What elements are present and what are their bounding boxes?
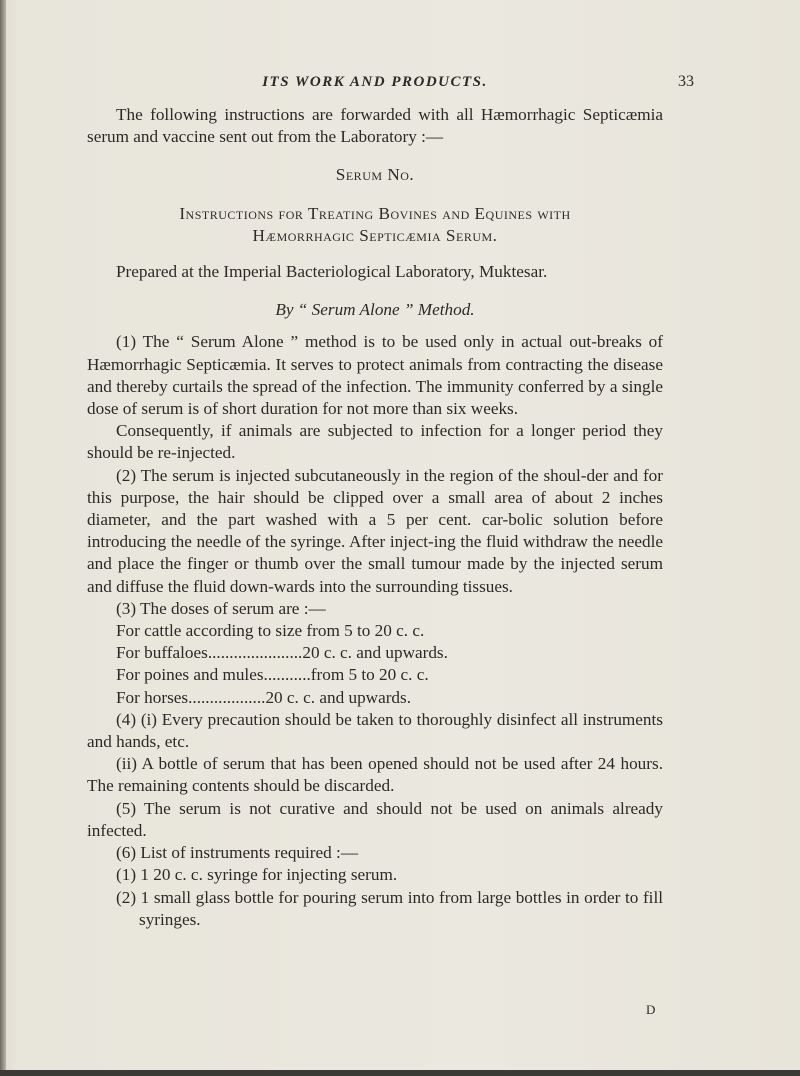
paragraph-1: (1) The “ Serum Alone ” method is to be used only in actual out-breaks of Hæmorrhagic Septicæmia. It serves to protect animals from contracting the disease and thereby curtails the spread of the infection. The immunity conferred by a single dose of serum is of short duration for not more than six weeks. bbox=[87, 332, 663, 419]
dose-label: For poines and mules bbox=[116, 665, 264, 685]
signature-mark: D bbox=[646, 1002, 656, 1017]
intro-paragraph: The following instructions are forwarded with all Hæmorrhagic Septicæmia serum and vaccine sent out from the Laboratory :— bbox=[87, 105, 663, 147]
dose-value: from 5 to 20 c. c. bbox=[310, 665, 429, 685]
dose-label: For cattle according to size from 5 to 20 c. c. bbox=[116, 621, 425, 641]
instructions-heading-line1: Instructions for Treating Bovines and Equines with bbox=[179, 203, 571, 223]
paragraph-5: (5) The serum is not curative and should not be used on animals already infected. bbox=[87, 798, 663, 840]
method-heading: By “ Serum Alone ” Method. bbox=[275, 300, 475, 320]
page-number: 33 bbox=[678, 73, 694, 90]
dose-row bbox=[116, 642, 663, 664]
running-title: ITS WORK AND PRODUCTS. bbox=[262, 74, 488, 90]
dose-leader: ...................... bbox=[207, 643, 303, 663]
page-content bbox=[87, 104, 663, 931]
serum-number-heading: Serum No. bbox=[335, 165, 415, 185]
paragraph-4-ii: (ii) A bottle of serum that has been opened should not be used after 24 hours. The remaining contents should be discarded. bbox=[87, 754, 663, 796]
doses-list bbox=[87, 620, 663, 709]
instrument-item: (2) 1 small glass bottle for pouring serum into from large bottles in order to fill syringes. bbox=[116, 887, 663, 929]
instructions-heading-line2: Hæmorrhagic Septicæmia Serum. bbox=[252, 225, 498, 245]
instrument-item: (1) 1 20 c. c. syringe for injecting serum. bbox=[116, 865, 398, 885]
paragraph-4-i: (4) (i) Every precaution should be taken to thoroughly disinfect all instruments and hands, etc. bbox=[87, 709, 663, 752]
paragraph-1b: Consequently, if animals are subjected to infection for a longer period they should be re-injected. bbox=[87, 421, 663, 463]
dose-label: For horses bbox=[116, 687, 189, 707]
dose-label: For buffaloes bbox=[116, 643, 208, 663]
prepared-at-line: Prepared at the Imperial Bacteriological Laboratory, Muktesar. bbox=[116, 262, 548, 282]
dose-leader: ........... bbox=[263, 665, 311, 685]
page-spine-shadow bbox=[0, 0, 6, 1076]
dose-leader: .................. bbox=[188, 687, 266, 707]
dose-row bbox=[116, 664, 663, 686]
page-bottom-edge bbox=[0, 1070, 800, 1076]
dose-value: 20 c. c. and upwards. bbox=[302, 643, 448, 663]
dose-row bbox=[116, 620, 663, 642]
dose-value: 20 c. c. and upwards. bbox=[265, 687, 412, 707]
paragraph-3: (3) The doses of serum are :— bbox=[116, 598, 326, 618]
dose-row bbox=[116, 687, 663, 709]
paragraph-2: (2) The serum is injected subcutaneously in the region of the shoul-der and for this purpose, the hair should be clipped over a small area of about 2 inches diameter, and the part washed with a 5 per cent. car-bolic solution before introducing the needle of the syringe. After inject-ing the fluid withdraw the needle and place the finger or thumb over the small tumour made by the injected serum and diffuse the fluid down-wards into the surrounding tissues. bbox=[87, 465, 663, 596]
paragraph-6: (6) List of instruments required :— bbox=[116, 843, 359, 863]
